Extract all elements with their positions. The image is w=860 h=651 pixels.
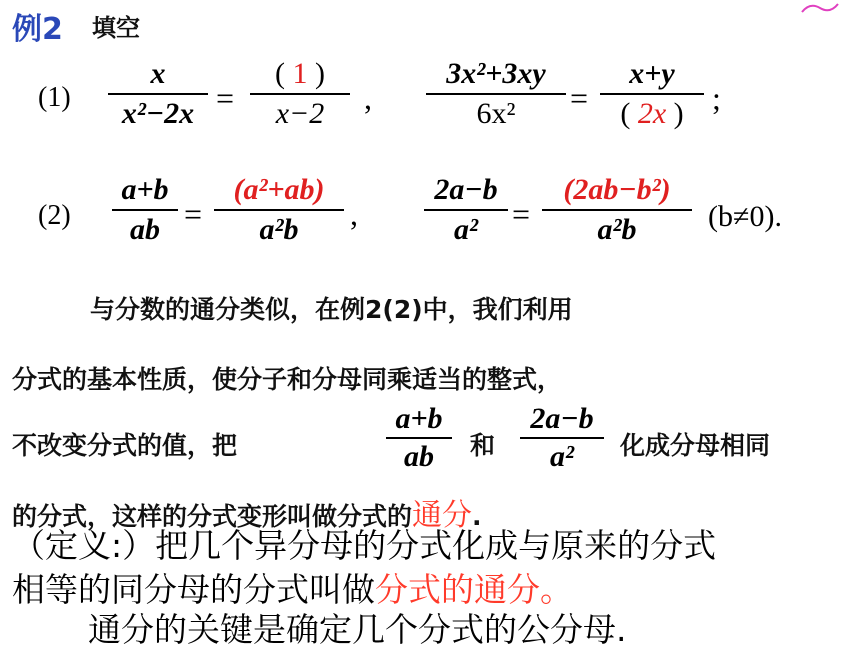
example-tag: 例2 <box>12 12 63 47</box>
equals-sign: = <box>512 196 531 232</box>
comma: , <box>364 80 372 116</box>
fraction-answer: x+y ( 2x ) <box>600 56 704 132</box>
paragraph-line-3b: 和 <box>470 431 496 460</box>
item-1-label: (1) <box>38 82 71 113</box>
equals-sign: = <box>570 80 589 116</box>
equals-sign: = <box>216 80 235 116</box>
definition-line-3: 通分的关键是确定几个分式的公分母. <box>88 610 627 649</box>
example-title: 填空 <box>92 14 140 42</box>
paragraph-line-1: 与分数的通分类似，在例2(2)中，我们利用 <box>90 295 573 324</box>
fraction: 2a−b a² <box>424 172 508 248</box>
corner-stamp-icon <box>800 0 840 16</box>
paragraph-line-3c: 化成分母相同 <box>620 431 771 460</box>
semicolon: ; <box>712 80 721 116</box>
fraction-answer: (2ab−b²) a²b <box>542 172 692 248</box>
paragraph-line-3a: 不改变分式的值，把 <box>12 431 238 460</box>
fraction: 2a−b a² <box>520 402 604 474</box>
fraction: 3x²+3xy 6x² <box>426 56 566 132</box>
fraction: a+b ab <box>112 172 178 248</box>
fraction: x x²−2x <box>108 56 208 132</box>
item-2-label: (2) <box>38 200 71 231</box>
fraction-answer: (a²+ab) a²b <box>214 172 344 248</box>
condition-note: (b≠0). <box>708 200 782 233</box>
paragraph-line-4: 的分式，这样的分式变形叫做分式的通分. <box>12 498 482 533</box>
key-term: 通分 <box>412 498 473 533</box>
paragraph-line-2: 分式的基本性质，使分子和分母同乘适当的整式， <box>12 365 563 394</box>
answer: 2x <box>637 97 667 130</box>
answer: 1 <box>292 57 308 90</box>
fraction: a+b ab <box>386 402 452 474</box>
definition-line-1: （定义:）把几个异分母的分式化成与原来的分式 <box>12 526 717 565</box>
definition-term: 分式的通分。 <box>375 570 573 609</box>
fraction-answer: ( 1 ) x−2 <box>250 56 350 132</box>
comma: , <box>350 196 358 232</box>
definition-line-2: 相等的同分母的分式叫做分式的通分。 <box>12 570 573 609</box>
equals-sign: = <box>184 196 203 232</box>
